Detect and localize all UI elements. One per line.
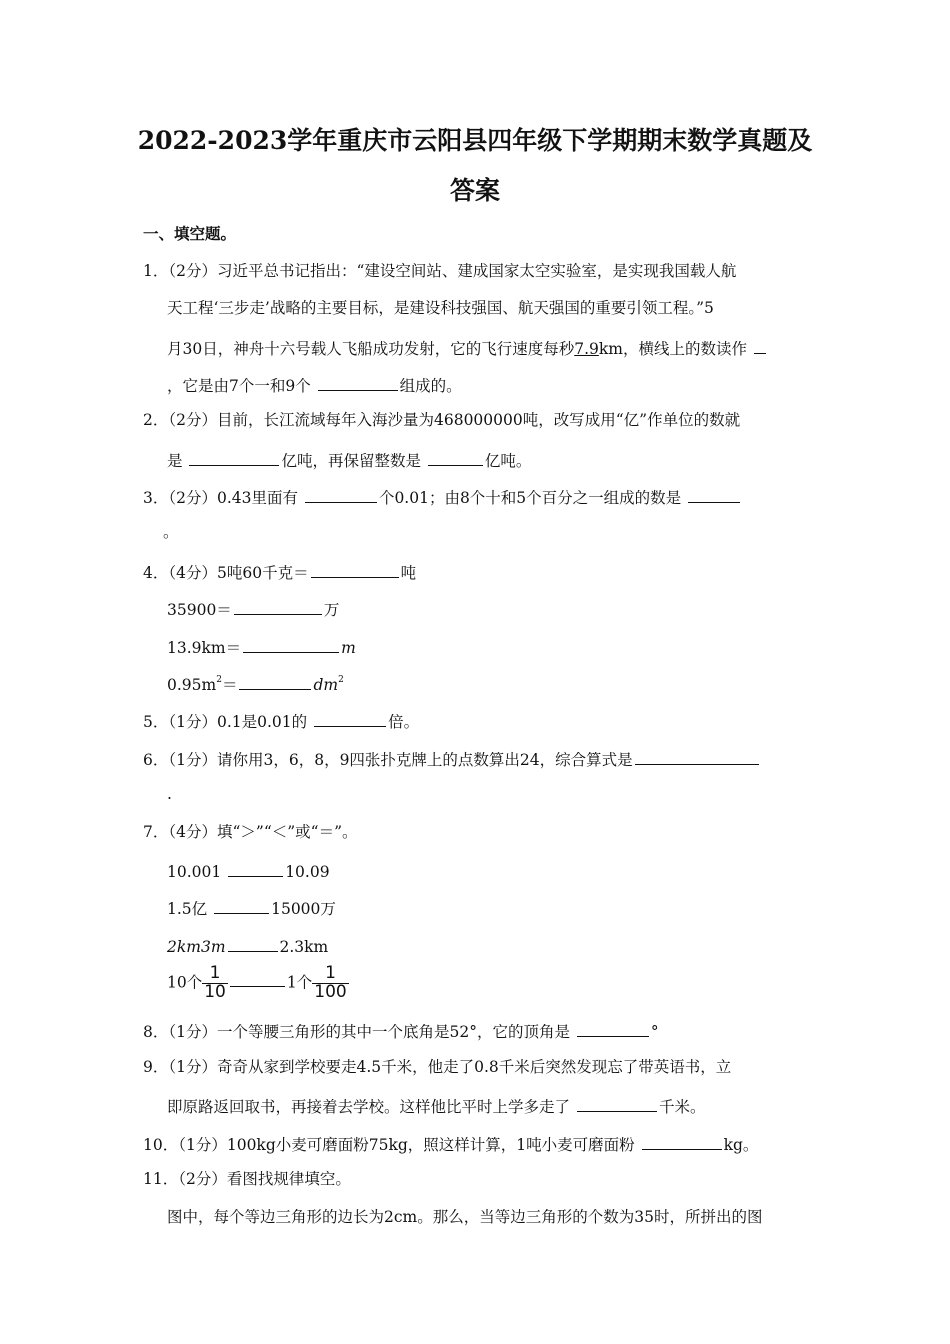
q7-number: 7． <box>143 823 169 841</box>
q3-answer-blank-2[interactable] <box>688 488 740 503</box>
section-heading: 一、填空题。 <box>143 224 237 243</box>
question-9 <box>143 1060 731 1076</box>
q2-number: 2． <box>143 411 169 429</box>
q11-line2: 图中，每个等边三角形的边长为2cm。那么，当等边三角形的个数为35时，所拼出的图 <box>167 1208 763 1226</box>
q2-text-a: 是 <box>167 452 183 470</box>
q2-answer-blank-1[interactable] <box>189 451 279 466</box>
q7-r1-right: 10.09 <box>285 863 330 881</box>
q5-number: 5． <box>143 713 169 731</box>
q7-r1-left: 10.001 <box>167 863 222 881</box>
q7-r3-right: 2.3km <box>279 938 329 956</box>
q6-line2: . <box>167 785 172 803</box>
question-6 <box>143 750 761 769</box>
q4-l4-sup: 2 <box>216 675 222 685</box>
question-5 <box>143 712 419 731</box>
q4-l4-text: 0.95m <box>167 676 217 694</box>
q1-answer-blank-1[interactable] <box>754 339 766 354</box>
q5-text-b: 倍。 <box>388 713 420 731</box>
question-10 <box>143 1135 758 1154</box>
q7-answer-blank-4[interactable] <box>230 972 285 987</box>
q3-text-a: （2分）0.43里面有 <box>168 489 298 507</box>
q1-line4-rest: 组成的。 <box>399 377 462 395</box>
q1-line4 <box>167 376 462 395</box>
q1-line3-rest: km，横线上的数读作 <box>598 340 747 358</box>
q4-l4-unit: dm <box>313 676 339 694</box>
q7-r2-left: 1.5亿 <box>167 900 208 918</box>
question-1 <box>143 264 736 280</box>
q9-text-a: 即原路返回取书，再接着去学校。这样他比平时上学多走了 <box>167 1098 571 1116</box>
question-3 <box>143 488 742 507</box>
q2-text-c: 亿吨。 <box>484 452 532 470</box>
q4-line3 <box>167 638 356 657</box>
q4-text-a: （4分）5吨60千克＝ <box>168 564 309 582</box>
q7-r2-right: 15000万 <box>271 900 336 918</box>
q2-line1: （2分）目前，长江流域每年入海沙量为468000000吨，改写成用“亿”作单位的数就 <box>168 411 741 429</box>
q4-line4 <box>167 675 344 694</box>
q8-answer-blank[interactable] <box>577 1022 649 1037</box>
q3-line2: 。 <box>163 523 179 541</box>
q7-r4-left: 10个 <box>167 973 203 992</box>
q5-answer-blank[interactable] <box>314 712 386 727</box>
q1-line1: （2分）习近平总书记指出：“建设空间站、建成国家太空实验室，是实现我国载人航 <box>168 262 737 280</box>
q4-l2-text: 35900＝ <box>167 601 232 619</box>
doc-title-line2: 答案 <box>449 176 500 205</box>
q9-line2 <box>167 1097 705 1116</box>
q10-answer-blank[interactable] <box>642 1135 722 1150</box>
q7-answer-blank-1[interactable] <box>228 862 283 877</box>
q4-l4-unit-sup: 2 <box>338 675 344 685</box>
q6-answer-blank[interactable] <box>635 750 759 765</box>
q1-line4-text: ，它是由7个一和9个 <box>167 377 311 395</box>
q7-fraction-2 <box>312 965 348 1002</box>
q7-row1 <box>167 862 330 881</box>
q1-underlined-value: 7.9 <box>574 340 599 358</box>
question-8 <box>143 1022 659 1041</box>
question-2 <box>143 413 740 429</box>
q5-text-a: （1分）0.1是0.01的 <box>168 713 308 731</box>
q9-number: 9． <box>143 1058 169 1076</box>
question-7 <box>143 825 358 841</box>
q7-row4 <box>167 965 349 1002</box>
q3-text-b: 个0.01；由8个十和5个百分之一组成的数是 <box>378 489 682 507</box>
q1-number: 1． <box>143 262 169 280</box>
q7-frac2-num: 1 <box>312 965 348 984</box>
q7-text: （4分）填“＞”“＜”或“＝”。 <box>168 823 358 841</box>
q8-unit: ° <box>650 1023 659 1041</box>
q10-text: （1分）100kg小麦可磨面粉75kg，照这样计算，1吨小麦可磨面粉 <box>178 1136 635 1154</box>
q9-answer-blank[interactable] <box>577 1097 657 1112</box>
q7-r4-right: 1个 <box>286 973 313 992</box>
q4-number: 4． <box>143 564 169 582</box>
q4-answer-blank-4[interactable] <box>239 675 311 690</box>
q10-unit: kg。 <box>723 1136 759 1154</box>
q7-row2 <box>167 899 336 918</box>
q2-answer-blank-2[interactable] <box>428 451 483 466</box>
q7-fraction-1 <box>202 965 228 1002</box>
q4-answer-blank-1[interactable] <box>311 563 399 578</box>
q2-text-b: 亿吨，再保留整数是 <box>281 452 421 470</box>
q4-l3-unit: m <box>341 639 356 657</box>
q7-row3 <box>167 937 328 956</box>
q4-line2 <box>167 600 339 619</box>
q4-answer-blank-2[interactable] <box>234 600 322 615</box>
q3-answer-blank-1[interactable] <box>305 488 377 503</box>
q11-number: 11． <box>143 1170 179 1188</box>
q4-l2-unit: 万 <box>323 601 340 619</box>
q7-answer-blank-2[interactable] <box>214 899 269 914</box>
q11-line1: （2分）看图找规律填空。 <box>178 1170 351 1188</box>
q4-answer-blank-3[interactable] <box>243 638 339 653</box>
doc-title-line1: 2022-2023学年重庆市云阳县四年级下学期期末数学真题及 <box>137 126 813 155</box>
q4-text-b: 吨 <box>400 564 417 582</box>
q6-text: （1分）请你用3，6，8，9四张扑克牌上的点数算出24，综合算式是 <box>168 751 633 769</box>
q8-number: 8． <box>143 1023 169 1041</box>
q7-frac1-num: 1 <box>202 965 228 984</box>
q7-r3-left: 2km3m <box>167 938 226 956</box>
q2-line2 <box>167 451 531 470</box>
q1-line3 <box>167 339 768 358</box>
q7-frac1-den: 10 <box>204 981 226 1002</box>
q3-number: 3． <box>143 489 169 507</box>
q9-line1: （1分）奇奇从家到学校要走4.5千米，他走了0.8千米后突然发现忘了带英语书，立 <box>168 1058 732 1076</box>
q10-number: 10． <box>143 1136 179 1154</box>
q1-answer-blank-2[interactable] <box>318 376 398 391</box>
q7-answer-blank-3[interactable] <box>228 937 278 952</box>
q4-l3-text: 13.9km＝ <box>167 639 242 657</box>
q4-l4-eq: ＝ <box>221 676 238 694</box>
q8-text: （1分）一个等腰三角形的其中一个底角是52°，它的顶角是 <box>168 1023 570 1041</box>
q9-text-b: 千米。 <box>658 1098 706 1116</box>
question-11 <box>143 1172 351 1188</box>
q1-line2: 天工程‘三步走’战略的主要目标，是建设科技强国、航天强国的重要引领工程。”5 <box>167 299 714 317</box>
q7-frac2-den: 100 <box>314 981 347 1002</box>
q1-line3-text: 月30日，神舟十六号载人飞船成功发射，它的飞行速度每秒 <box>167 340 575 358</box>
question-4 <box>143 563 416 582</box>
q6-number: 6． <box>143 751 169 769</box>
